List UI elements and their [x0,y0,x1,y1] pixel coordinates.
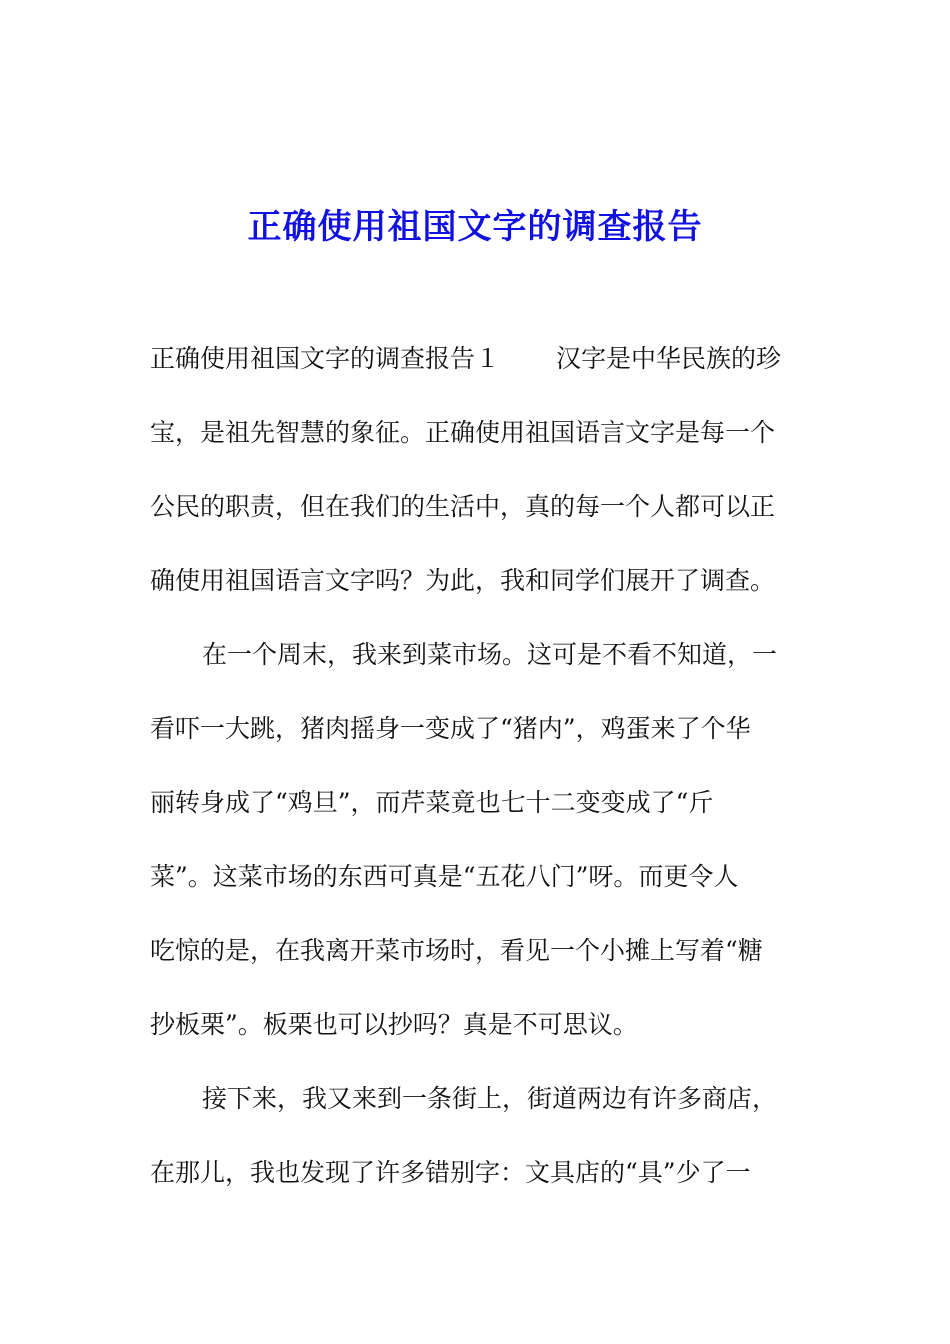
paragraph-2 [150,618,790,1062]
paragraph-line: 在那儿，我也发现了许多错别字：文具店的“具”少了一 [150,1158,751,1187]
line-text: 汉字是中华民族的珍 [556,344,782,373]
paragraph-line: 宝，是祖先智慧的象征。正确使用祖国语言文字是每一个 [150,418,776,447]
document-title: 正确使用祖国文字的调查报告 [247,206,703,247]
paragraph-line: 丽转身成了“鸡旦”，而芹菜竟也七十二变变成了“斤 [150,788,714,817]
report-heading-inline: 正确使用祖国文字的调查报告１ [150,344,501,373]
paragraph-line: 菜”。这菜市场的东西可真是“五花八门”呀。而更令人 [150,862,739,891]
paragraph-line [150,322,790,396]
paragraph-line: 看吓一大跳，猪肉摇身一变成了“猪内”，鸡蛋来了个华 [150,714,751,743]
paragraph-line: 在一个周末，我来到菜市场。这可是不看不知道，一 [202,640,778,669]
paragraph-1 [150,322,790,618]
paragraph-3 [150,1062,790,1210]
paragraph-line: 接下来，我又来到一条街上，街道两边有许多商店， [202,1084,778,1113]
document-body [150,322,790,1210]
paragraph-line: 吃惊的是，在我离开菜市场时，看见一个小摊上写着“糖 [150,936,763,965]
paragraph-line: 公民的职责，但在我们的生活中，真的每一个人都可以正 [150,492,776,521]
paragraph-line: 确使用祖国语言文字吗？为此，我和同学们展开了调查。 [150,566,776,595]
paragraph-line: 抄板栗”。板栗也可以抄吗？真是不可思议。 [150,1010,638,1039]
